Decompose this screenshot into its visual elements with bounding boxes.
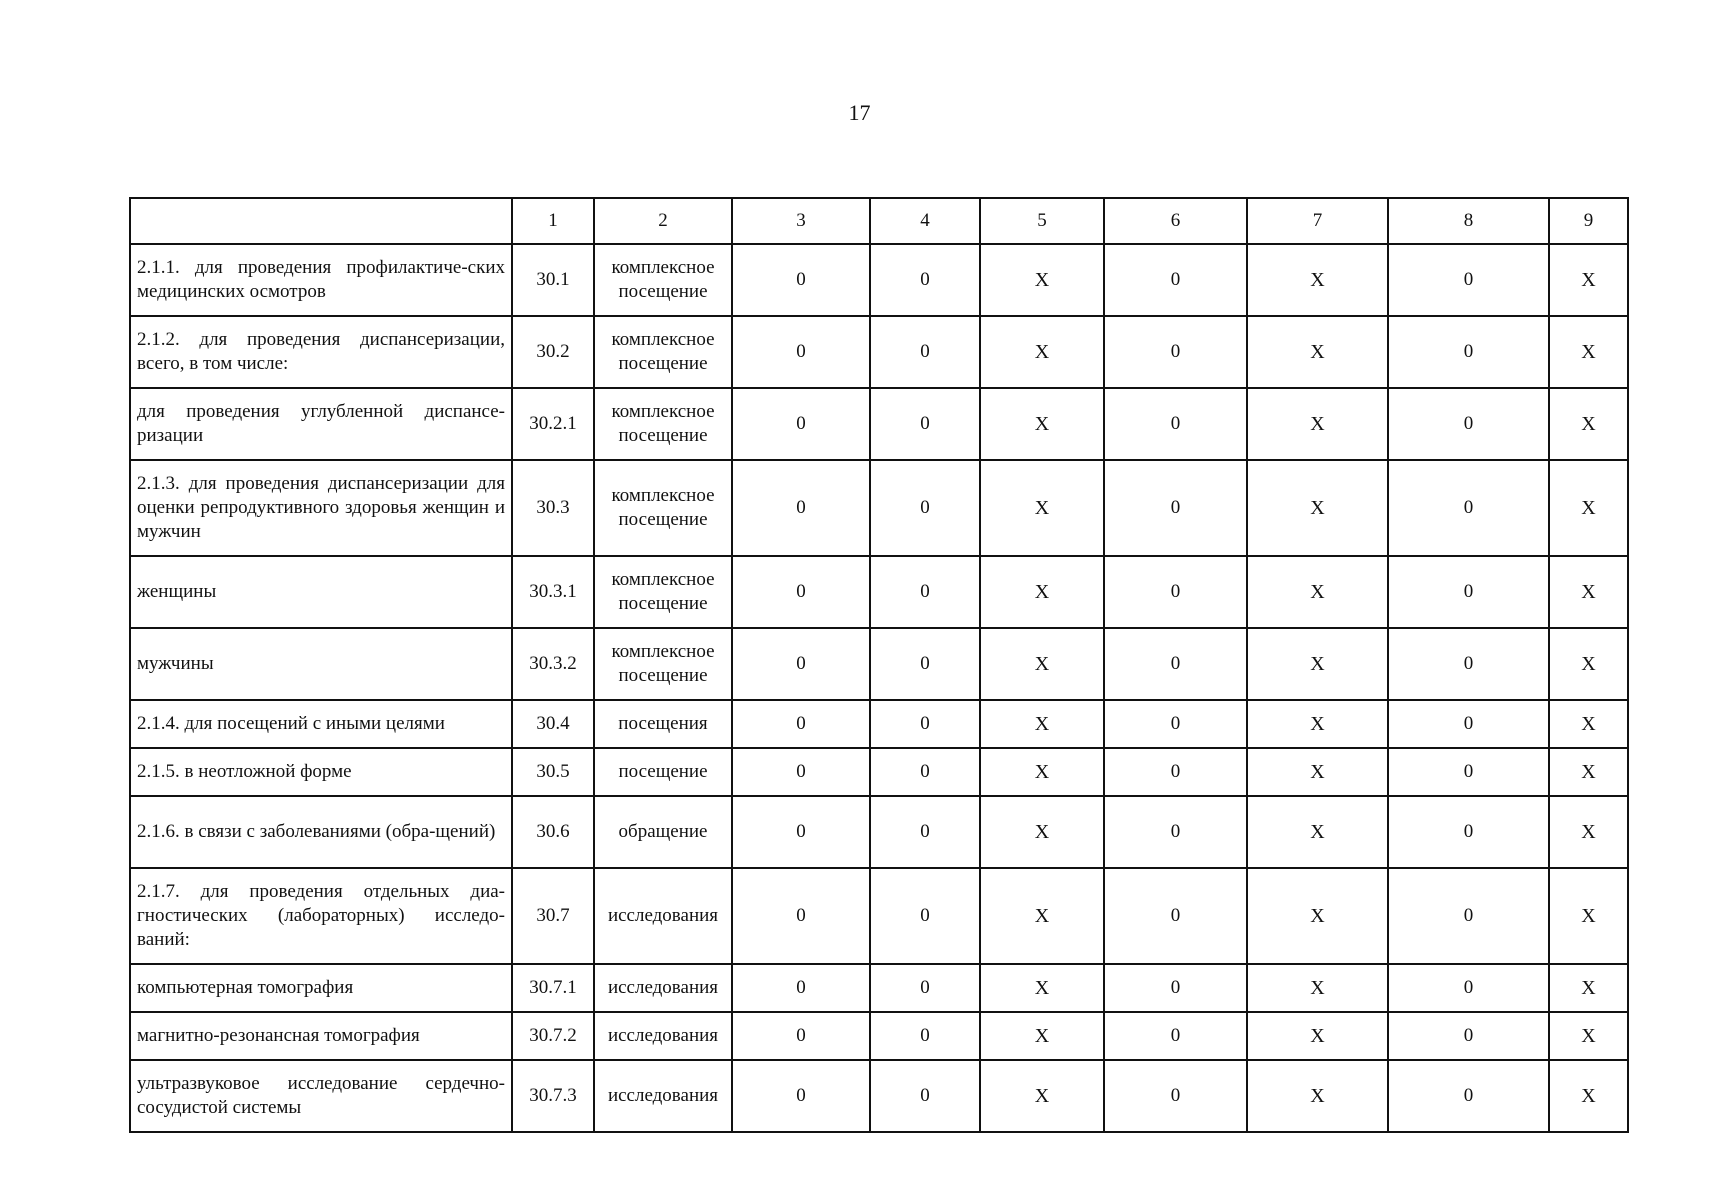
row-col5-value: X (980, 628, 1104, 700)
row-col6-value: 0 (1104, 964, 1247, 1012)
row-col5-value: X (980, 1060, 1104, 1132)
row-col5-value: X (980, 460, 1104, 556)
table-row (130, 316, 1628, 388)
row-unit: комплексное посещение (594, 460, 732, 556)
row-col4-value: 0 (870, 628, 980, 700)
row-col5-value: X (980, 1012, 1104, 1060)
row-col7-value: X (1247, 460, 1388, 556)
row-col8-value: 0 (1388, 316, 1549, 388)
row-col6-value: 0 (1104, 556, 1247, 628)
row-name: магнитно-резонансная томография (130, 1012, 512, 1060)
row-col4-value: 0 (870, 700, 980, 748)
row-name: для проведения углубленной диспансе-ризации (130, 388, 512, 460)
row-col5-value: X (980, 748, 1104, 796)
row-col7-value: X (1247, 316, 1388, 388)
row-col6-value: 0 (1104, 388, 1247, 460)
row-col5-value: X (980, 244, 1104, 316)
row-col5-value: X (980, 964, 1104, 1012)
row-col5-value: X (980, 868, 1104, 964)
row-code: 30.7.3 (512, 1060, 594, 1132)
table-row (130, 556, 1628, 628)
header-cell-5: 5 (980, 198, 1104, 244)
row-col9-value: X (1549, 748, 1628, 796)
header-cell-7: 7 (1247, 198, 1388, 244)
row-col4-value: 0 (870, 244, 980, 316)
row-code: 30.2.1 (512, 388, 594, 460)
row-col6-value: 0 (1104, 868, 1247, 964)
row-col4-value: 0 (870, 796, 980, 868)
table-row (130, 964, 1628, 1012)
row-col7-value: X (1247, 628, 1388, 700)
row-unit: исследования (594, 1012, 732, 1060)
row-code: 30.5 (512, 748, 594, 796)
row-name: 2.1.3. для проведения диспансеризации для оценки репродуктивного здоровья женщин и мужчин (130, 460, 512, 556)
row-name: ультразвуковое исследование сердечно-сосудистой системы (130, 1060, 512, 1132)
row-col7-value: X (1247, 388, 1388, 460)
row-col9-value: X (1549, 1060, 1628, 1132)
header-cell-1: 1 (512, 198, 594, 244)
header-cell-3: 3 (732, 198, 870, 244)
row-unit: обращение (594, 796, 732, 868)
table-row (130, 460, 1628, 556)
row-col6-value: 0 (1104, 460, 1247, 556)
row-col5-value: X (980, 388, 1104, 460)
row-code: 30.6 (512, 796, 594, 868)
row-unit: исследования (594, 1060, 732, 1132)
row-col6-value: 0 (1104, 628, 1247, 700)
row-col6-value: 0 (1104, 700, 1247, 748)
row-col3-value: 0 (732, 868, 870, 964)
row-col6-value: 0 (1104, 1012, 1247, 1060)
row-col4-value: 0 (870, 868, 980, 964)
header-cell-9: 9 (1549, 198, 1628, 244)
row-code: 30.1 (512, 244, 594, 316)
row-unit: исследования (594, 868, 732, 964)
table-row (130, 1060, 1628, 1132)
row-col6-value: 0 (1104, 244, 1247, 316)
header-cell-2: 2 (594, 198, 732, 244)
row-col6-value: 0 (1104, 1060, 1247, 1132)
row-col4-value: 0 (870, 316, 980, 388)
row-col5-value: X (980, 556, 1104, 628)
row-col7-value: X (1247, 700, 1388, 748)
row-col8-value: 0 (1388, 964, 1549, 1012)
row-col9-value: X (1549, 700, 1628, 748)
table-row (130, 748, 1628, 796)
row-unit: комплексное посещение (594, 628, 732, 700)
row-code: 30.2 (512, 316, 594, 388)
row-col9-value: X (1549, 964, 1628, 1012)
header-cell-6: 6 (1104, 198, 1247, 244)
row-col3-value: 0 (732, 1060, 870, 1132)
row-name: 2.1.5. в неотложной форме (130, 748, 512, 796)
header-cell-name (130, 198, 512, 244)
row-col9-value: X (1549, 796, 1628, 868)
row-col8-value: 0 (1388, 628, 1549, 700)
row-col4-value: 0 (870, 460, 980, 556)
row-col3-value: 0 (732, 388, 870, 460)
row-col7-value: X (1247, 1060, 1388, 1132)
row-unit: посещение (594, 748, 732, 796)
row-col4-value: 0 (870, 1060, 980, 1132)
row-col8-value: 0 (1388, 556, 1549, 628)
row-col8-value: 0 (1388, 1012, 1549, 1060)
table-row (130, 244, 1628, 316)
row-col3-value: 0 (732, 316, 870, 388)
row-col7-value: X (1247, 244, 1388, 316)
row-name: 2.1.1. для проведения профилактиче-ских медицинских осмотров (130, 244, 512, 316)
row-col9-value: X (1549, 1012, 1628, 1060)
row-code: 30.7.1 (512, 964, 594, 1012)
row-code: 30.3 (512, 460, 594, 556)
row-col7-value: X (1247, 868, 1388, 964)
row-col9-value: X (1549, 244, 1628, 316)
row-col7-value: X (1247, 556, 1388, 628)
row-name: женщины (130, 556, 512, 628)
row-col5-value: X (980, 316, 1104, 388)
data-table (129, 197, 1629, 1133)
row-col5-value: X (980, 700, 1104, 748)
row-name: мужчины (130, 628, 512, 700)
row-col4-value: 0 (870, 964, 980, 1012)
table-body (130, 244, 1628, 1132)
table-row (130, 796, 1628, 868)
page-number: 17 (848, 100, 871, 125)
row-col8-value: 0 (1388, 748, 1549, 796)
row-col8-value: 0 (1388, 388, 1549, 460)
header-cell-4: 4 (870, 198, 980, 244)
row-col3-value: 0 (732, 628, 870, 700)
row-col8-value: 0 (1388, 796, 1549, 868)
row-col5-value: X (980, 796, 1104, 868)
table-row (130, 628, 1628, 700)
table-row (130, 868, 1628, 964)
row-unit: комплексное посещение (594, 556, 732, 628)
row-col7-value: X (1247, 964, 1388, 1012)
row-col9-value: X (1549, 556, 1628, 628)
header-row (130, 198, 1628, 244)
row-unit: комплексное посещение (594, 244, 732, 316)
row-col6-value: 0 (1104, 316, 1247, 388)
row-col9-value: X (1549, 460, 1628, 556)
row-col8-value: 0 (1388, 460, 1549, 556)
row-name: 2.1.6. в связи с заболеваниями (обра-щений) (130, 796, 512, 868)
row-col3-value: 0 (732, 796, 870, 868)
row-code: 30.7.2 (512, 1012, 594, 1060)
row-col4-value: 0 (870, 556, 980, 628)
row-col6-value: 0 (1104, 796, 1247, 868)
row-col7-value: X (1247, 1012, 1388, 1060)
row-col8-value: 0 (1388, 244, 1549, 316)
row-name: 2.1.2. для проведения диспансеризации, всего, в том числе: (130, 316, 512, 388)
row-code: 30.3.2 (512, 628, 594, 700)
row-col8-value: 0 (1388, 700, 1549, 748)
row-code: 30.4 (512, 700, 594, 748)
row-col3-value: 0 (732, 964, 870, 1012)
row-col6-value: 0 (1104, 748, 1247, 796)
row-name: 2.1.7. для проведения отдельных диа-гностических (лабораторных) исследо-ваний: (130, 868, 512, 964)
row-col7-value: X (1247, 796, 1388, 868)
row-col9-value: X (1549, 628, 1628, 700)
row-unit: комплексное посещение (594, 388, 732, 460)
row-col3-value: 0 (732, 556, 870, 628)
row-code: 30.7 (512, 868, 594, 964)
header-cell-8: 8 (1388, 198, 1549, 244)
row-col4-value: 0 (870, 1012, 980, 1060)
row-col9-value: X (1549, 388, 1628, 460)
row-col9-value: X (1549, 868, 1628, 964)
row-col7-value: X (1247, 748, 1388, 796)
row-unit: посещения (594, 700, 732, 748)
row-col9-value: X (1549, 316, 1628, 388)
row-col3-value: 0 (732, 700, 870, 748)
row-code: 30.3.1 (512, 556, 594, 628)
row-unit: комплексное посещение (594, 316, 732, 388)
row-name: 2.1.4. для посещений с иными целями (130, 700, 512, 748)
row-col4-value: 0 (870, 388, 980, 460)
row-col3-value: 0 (732, 244, 870, 316)
table-row (130, 1012, 1628, 1060)
table-row (130, 700, 1628, 748)
row-col8-value: 0 (1388, 1060, 1549, 1132)
row-col8-value: 0 (1388, 868, 1549, 964)
row-col4-value: 0 (870, 748, 980, 796)
table-row (130, 388, 1628, 460)
row-unit: исследования (594, 964, 732, 1012)
row-name: компьютерная томография (130, 964, 512, 1012)
row-col3-value: 0 (732, 1012, 870, 1060)
row-col3-value: 0 (732, 748, 870, 796)
row-col3-value: 0 (732, 460, 870, 556)
